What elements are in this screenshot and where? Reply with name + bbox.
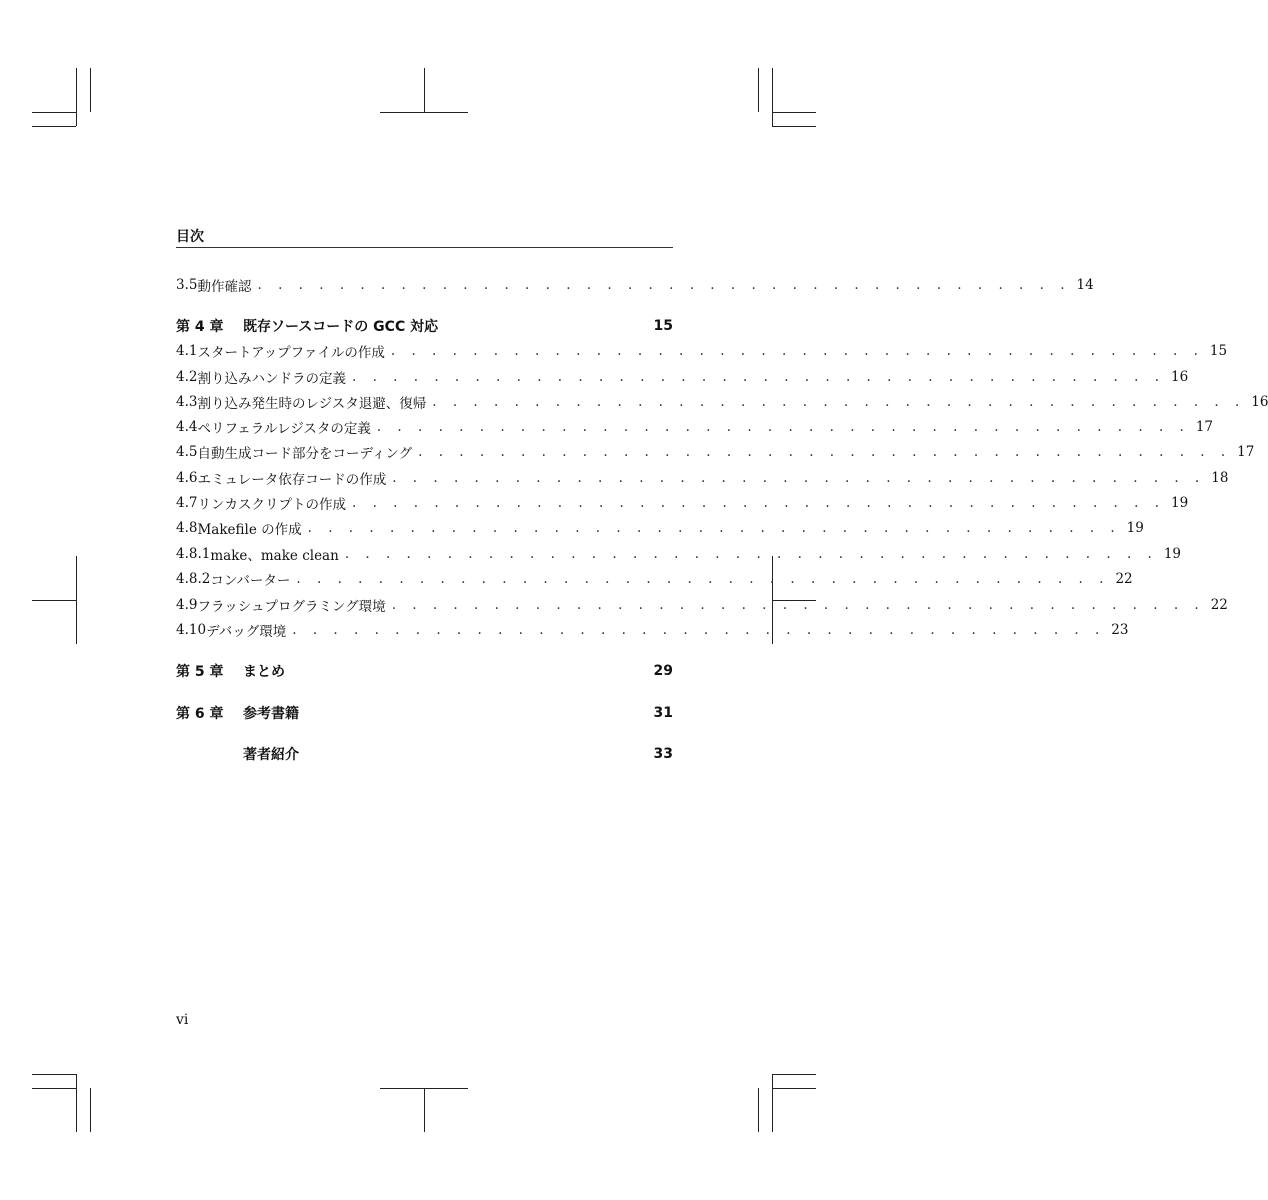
toc-entry-page: 33	[653, 746, 673, 762]
toc-entry-title: リンカスクリプトの作成	[197, 497, 346, 513]
dot-leader: . . . . . . . . . . . . . . . . . . . . . . . . . . . . . . . . . . . . . . . .	[432, 394, 1246, 410]
toc-entry-page: 16	[1171, 369, 1189, 385]
toc-entry-number: 4.10	[176, 622, 207, 638]
toc-entry-title: ペリフェラルレジスタの定義	[197, 421, 371, 437]
toc-entry-title: Makefile の作成	[197, 522, 302, 538]
toc-entry-number: 4.5	[176, 444, 198, 460]
toc-entry-page: 23	[1111, 622, 1129, 638]
dot-leader: . . . . . . . . . . . . . . . . . . . . . . . . . . . . . . . . . . . . . . . .	[292, 622, 1106, 638]
toc-entry[interactable]	[176, 442, 1255, 462]
toc-entry[interactable]	[176, 417, 1214, 437]
toc-entry-number: 4.4	[176, 419, 198, 435]
dot-leader: . . . . . . . . . . . . . . . . . . . . . . . . . . . . . . . . . . . . . . . .	[376, 419, 1190, 435]
dot-leader: . . . . . . . . . . . . . . . . . . . . . . . . . . . . . . . . . . . . . . . .	[296, 571, 1110, 587]
dot-leader: . . . . . . . . . . . . . . . . . . . . . . . . . . . . . . . . . . . . . . . .	[391, 597, 1205, 613]
toc-entry-number: 4.7	[176, 495, 198, 511]
toc-entry-number: 4.8.1	[176, 546, 211, 562]
toc-entry[interactable]	[176, 392, 1268, 412]
toc-entry[interactable]	[176, 468, 1229, 488]
toc-chapter-entry[interactable]	[176, 661, 673, 681]
toc-entry-title: フラッシュプログラミング環境	[197, 599, 386, 615]
toc-entry-title: まとめ	[243, 664, 285, 680]
toc-entry-number: 第 5 章	[176, 664, 224, 680]
toc-entry-page: 31	[653, 705, 673, 721]
toc-entry-title: 著者紹介	[243, 747, 299, 763]
toc-entry-title: 参考書籍	[243, 706, 299, 722]
toc-entry[interactable]	[176, 518, 1144, 538]
toc-entry-page: 15	[1209, 343, 1228, 359]
toc-entry-number: 4.8	[176, 520, 198, 536]
toc-entry-page: 22	[1115, 571, 1133, 587]
toc-entry-title: 動作確認	[197, 279, 252, 295]
toc-entry[interactable]	[176, 493, 1189, 513]
toc-entry-number: 4.3	[176, 394, 198, 410]
dot-leader: . . . . . . . . . . . . . . . . . . . . . . . . . . . . . . . . . . . . . . . .	[257, 277, 1071, 293]
toc-entry-number: 4.1	[176, 343, 198, 359]
toc-entry-title: 既存ソースコードの GCC 対応	[243, 319, 439, 335]
toc-entry-page: 17	[1237, 444, 1255, 460]
toc-entry-page: 22	[1210, 597, 1228, 613]
toc-entry-title: コンバーター	[210, 573, 291, 589]
toc-entry[interactable]	[176, 544, 1182, 564]
toc-entry-page: 19	[1126, 520, 1144, 536]
page-number: vi	[176, 1012, 189, 1028]
toc-entry-number: 第 4 章	[176, 319, 224, 335]
toc-entry-title: スタートアップファイルの作成	[197, 345, 385, 361]
toc-entry[interactable]	[176, 367, 1189, 387]
toc-entry-number: 3.5	[176, 277, 198, 293]
toc-entry-page: 29	[653, 663, 673, 679]
header-title: 目次	[176, 229, 204, 245]
toc-chapter-entry[interactable]	[176, 703, 673, 723]
toc-chapter-entry[interactable]	[176, 316, 673, 336]
toc-entry-page: 16	[1251, 394, 1268, 410]
dot-leader: . . . . . . . . . . . . . . . . . . . . . . . . . . . . . . . . . . . . . . . .	[392, 470, 1206, 486]
toc-entry-title: エミュレータ依存コードの作成	[197, 472, 387, 488]
toc-entry-page: 19	[1171, 495, 1189, 511]
toc-entry[interactable]	[176, 595, 1228, 615]
page-header	[176, 226, 673, 248]
dot-leader: . . . . . . . . . . . . . . . . . . . . . . . . . . . . . . . . . . . . . . . .	[344, 546, 1158, 562]
toc-chapter-entry[interactable]	[176, 744, 673, 764]
toc-entry[interactable]	[176, 341, 1228, 361]
dot-leader: . . . . . . . . . . . . . . . . . . . . . . . . . . . . . . . . . . . . . . . .	[307, 520, 1121, 536]
dot-leader: . . . . . . . . . . . . . . . . . . . . . . . . . . . . . . . . . . . . . . . .	[390, 343, 1204, 359]
toc-entry-number: 4.9	[176, 597, 198, 613]
dot-leader: . . . . . . . . . . . . . . . . . . . . . . . . . . . . . . . . . . . . . . . .	[351, 369, 1165, 385]
dot-leader: . . . . . . . . . . . . . . . . . . . . . . . . . . . . . . . . . . . . . . . .	[418, 444, 1232, 460]
toc-entry-page: 19	[1163, 546, 1182, 562]
toc-entry-number: 4.2	[176, 369, 198, 385]
toc-entry-title: 自動生成コード部分をコーディング	[197, 446, 413, 462]
toc-entry-number: 4.6	[176, 470, 198, 486]
toc-entry-number: 第 6 章	[176, 706, 224, 722]
toc-entry-page: 14	[1076, 277, 1094, 293]
toc-entry-title: make、make clean	[210, 548, 339, 564]
toc-entry-title: 割り込み発生時のレジスタ退避、復帰	[197, 396, 427, 412]
dot-leader: . . . . . . . . . . . . . . . . . . . . . . . . . . . . . . . . . . . . . . . .	[351, 495, 1165, 511]
toc-entry-page: 17	[1195, 419, 1214, 435]
toc-entry-title: 割り込みハンドラの定義	[197, 371, 346, 387]
toc-entry-title: デバッグ環境	[206, 624, 287, 640]
toc-entry[interactable]	[176, 275, 1094, 295]
toc-entry[interactable]	[176, 569, 1133, 589]
toc-entry[interactable]	[176, 620, 1129, 640]
toc-entry-page: 18	[1211, 470, 1229, 486]
toc-entry-number: 4.8.2	[176, 571, 211, 587]
toc-entry-page: 15	[653, 318, 673, 334]
